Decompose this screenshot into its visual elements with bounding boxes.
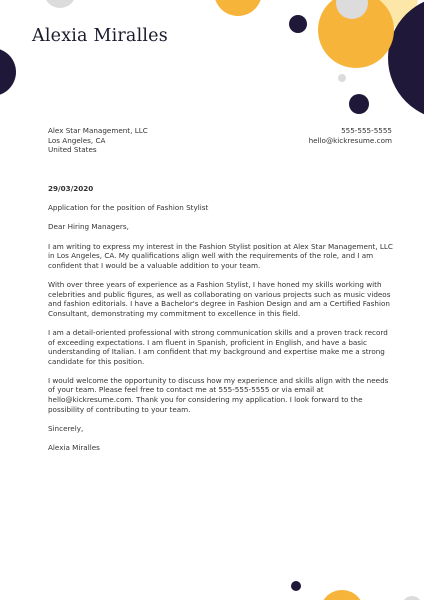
deco-circle-yellow-bottom — [320, 590, 364, 600]
letter-body — [48, 184, 394, 462]
deco-circle-gray-bottom — [402, 596, 422, 600]
recipient-city: Los Angeles, CA — [48, 135, 106, 145]
letter-paragraph-1: I am writing to express my interest in the Fashion Stylist position at Alex Star Management, LLC in Los Angeles, CA. My qualifications align well with the requirements of the role, and I am confident that I would be a valuable addition to your team. — [48, 241, 393, 270]
deco-circle-yellow-top — [214, 0, 262, 16]
sender-phone: 555-555-5555 — [341, 126, 392, 135]
sender-contact — [309, 126, 392, 145]
recipient-company: Alex Star Management, LLC — [48, 126, 148, 135]
letter-salutation: Dear Hiring Managers, — [48, 222, 129, 232]
letter-paragraph-3: I am a detail-oriented professional with strong communication skills and a proven track record of exceeding expectations. I am fluent in Spanish, proficient in English, and have a basic understanding of Italian. I am confident that my background and expertise make me a strong candidate for this position. — [48, 327, 388, 366]
deco-circle-navy-small-top — [289, 15, 307, 33]
deco-circle-navy-left — [0, 48, 16, 96]
recipient-country: United States — [48, 145, 97, 155]
sender-email: hello@kickresume.com — [308, 135, 392, 145]
recipient-address — [48, 126, 148, 155]
deco-circle-gray-tiny — [338, 74, 346, 82]
deco-circle-navy-mid-right — [349, 94, 369, 114]
letter-closing: Sincerely, — [48, 423, 84, 433]
deco-circle-gray-top — [44, 0, 76, 8]
deco-circle-navy-bottom — [291, 581, 301, 591]
letter-paragraph-2: With over three years of experience as a Fashion Stylist, I have honed my skills working with celebrities and public figures, as well as collaborating on various projects such as music videos and fashion editorials. I have a Bachelor's degree in Fashion Design and am a Certified Fashion Consultant, demonstrating my commitment to excellence in this field. — [48, 279, 391, 318]
letter-signature: Alexia Miralles — [48, 443, 100, 453]
letter-date: 29/03/2020 — [48, 184, 94, 193]
letter-subject: Application for the position of Fashion Stylist — [48, 203, 209, 213]
applicant-name: Alexia Miralles — [32, 26, 168, 46]
letter-paragraph-4: I would welcome the opportunity to discuss how my experience and skills align with the needs of your team. Please feel free to contact me at 555-555-5555 or via email at hello@kickresume.com. Thank you for considering my application. I look forward to the possibility of contributing to your team. — [48, 375, 389, 414]
